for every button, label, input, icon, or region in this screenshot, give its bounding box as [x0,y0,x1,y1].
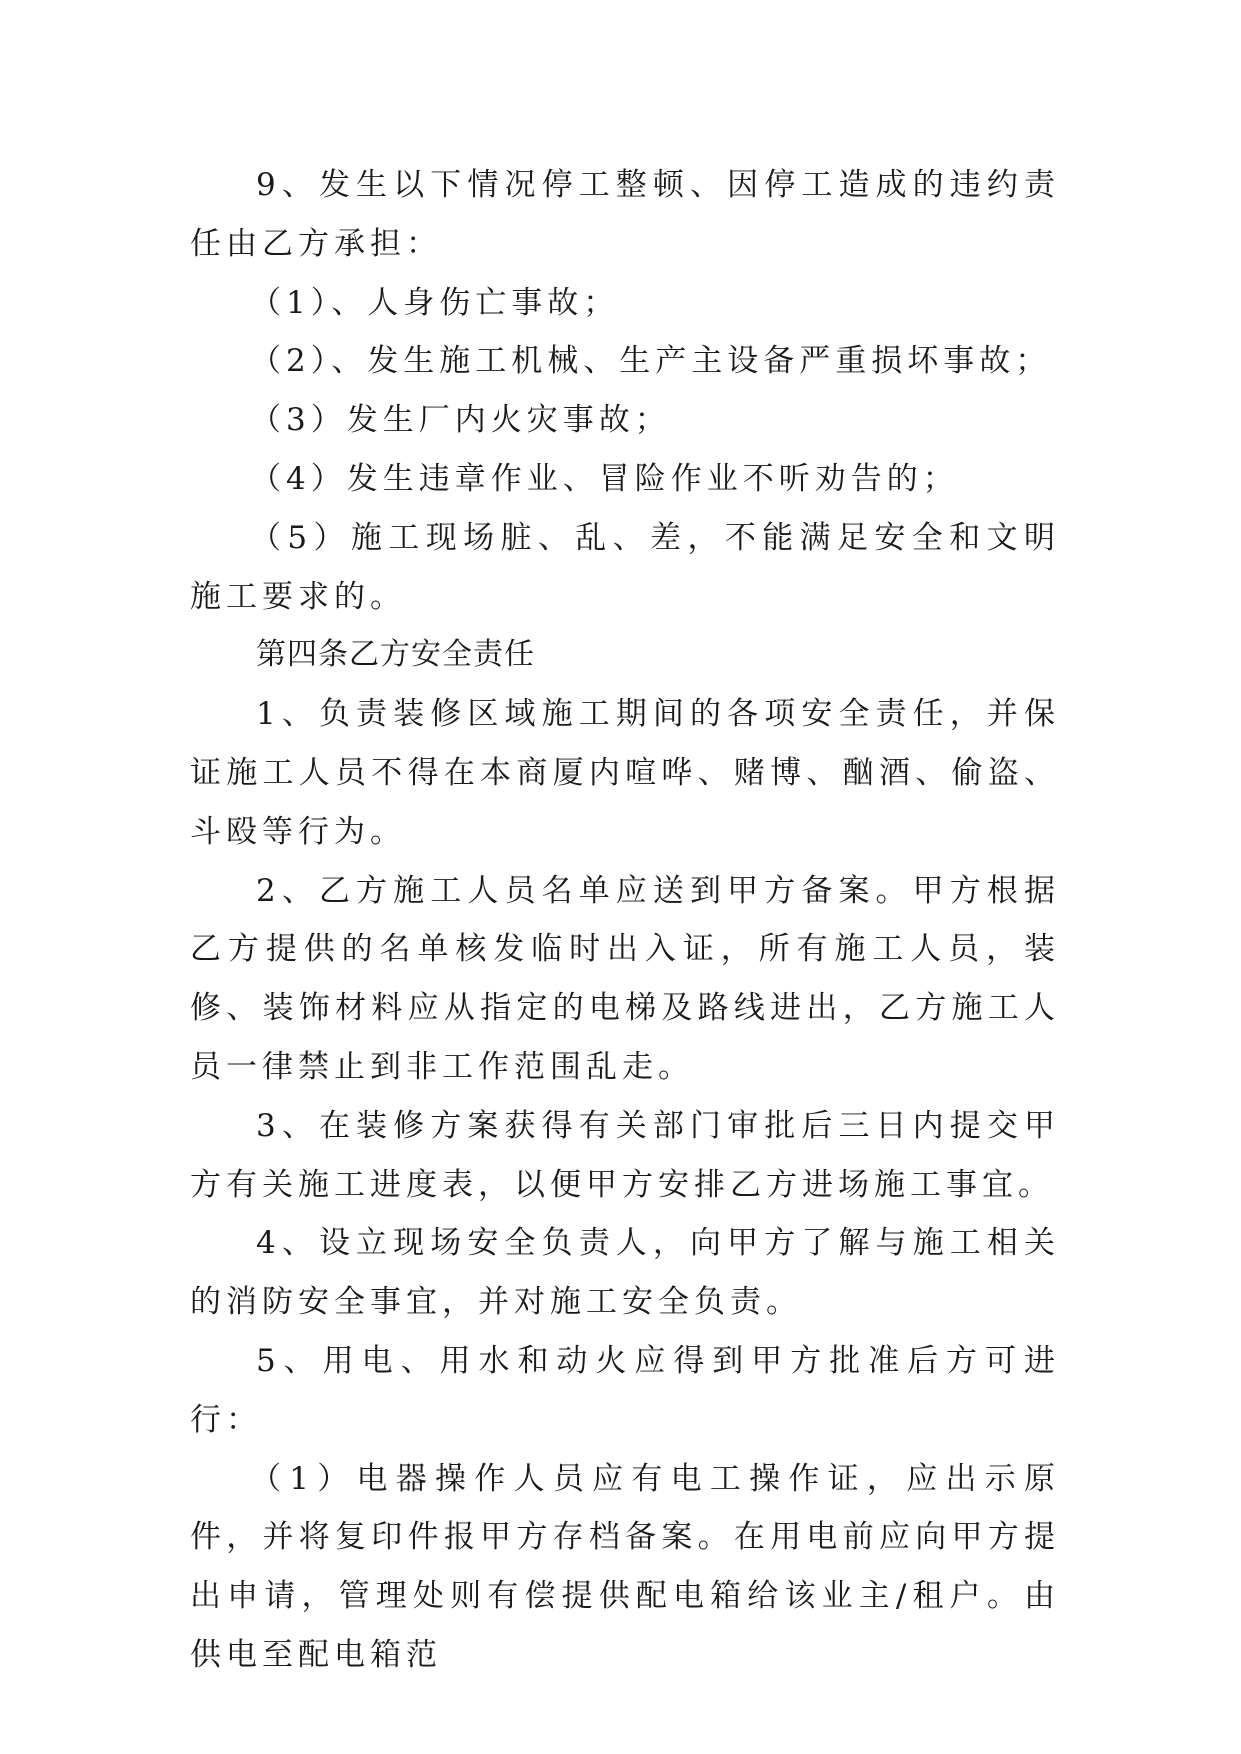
paragraph-article-4-clause-1: 1、负责装修区域施工期间的各项安全责任，并保证施工人员不得在本商厦内喧哗、赌博、酗酒、偷盗、斗殴等行为。 [190,696,1060,850]
paragraph-clause-9-item-1: （1）、人身伤亡事故； [250,284,620,321]
paragraph-clause-9-item-4: （4）发生违章作业、冒险作业不听劝告的； [250,460,959,497]
document-body [190,156,1060,1685]
paragraph-article-4-clause-4: 4、设立现场安全负责人，向甲方了解与施工相关的消防安全事宜，并对施工安全负责。 [190,1225,1060,1321]
paragraph-clause-9-item-2: （2）、发生施工机械、生产主设备严重损坏事故； [250,343,1052,380]
paragraph-clause-9-item-3: （3）发生厂内火灾事故； [250,402,671,439]
paragraph-clause-9-item-5: （5）施工现场脏、乱、差，不能满足安全和文明施工要求的。 [190,519,1060,615]
article-4-heading: 第四条乙方安全责任 [256,637,535,673]
paragraph-clause-9: 9、发生以下情况停工整顿、因停工造成的违约责任由乙方承担： [190,167,1060,262]
paragraph-article-4-clause-5: 5、用电、用水和动火应得到甲方批准后方可进行： [190,1342,1060,1438]
paragraph-article-4-clause-2: 2、乙方施工人员名单应送到甲方备案。甲方根据乙方提供的名单核发临时出入证，所有施工人员，装修、装饰材料应从指定的电梯及路线进出，乙方施工人员一律禁止到非工作范围乱走。 [190,872,1060,1085]
paragraph-article-4-clause-5-item-1: （1）电器操作人员应有电工操作证，应出示原件，并将复印件报甲方存档备案。在用电前应向甲方提出申请，管理处则有偿提供配电箱给该业主/租户。由供电至配电箱范 [190,1460,1060,1673]
paragraph-article-4-clause-3: 3、在装修方案获得有关部门审批后三日内提交甲方有关施工进度表，以便甲方安排乙方进场施工事宜。 [190,1107,1060,1203]
